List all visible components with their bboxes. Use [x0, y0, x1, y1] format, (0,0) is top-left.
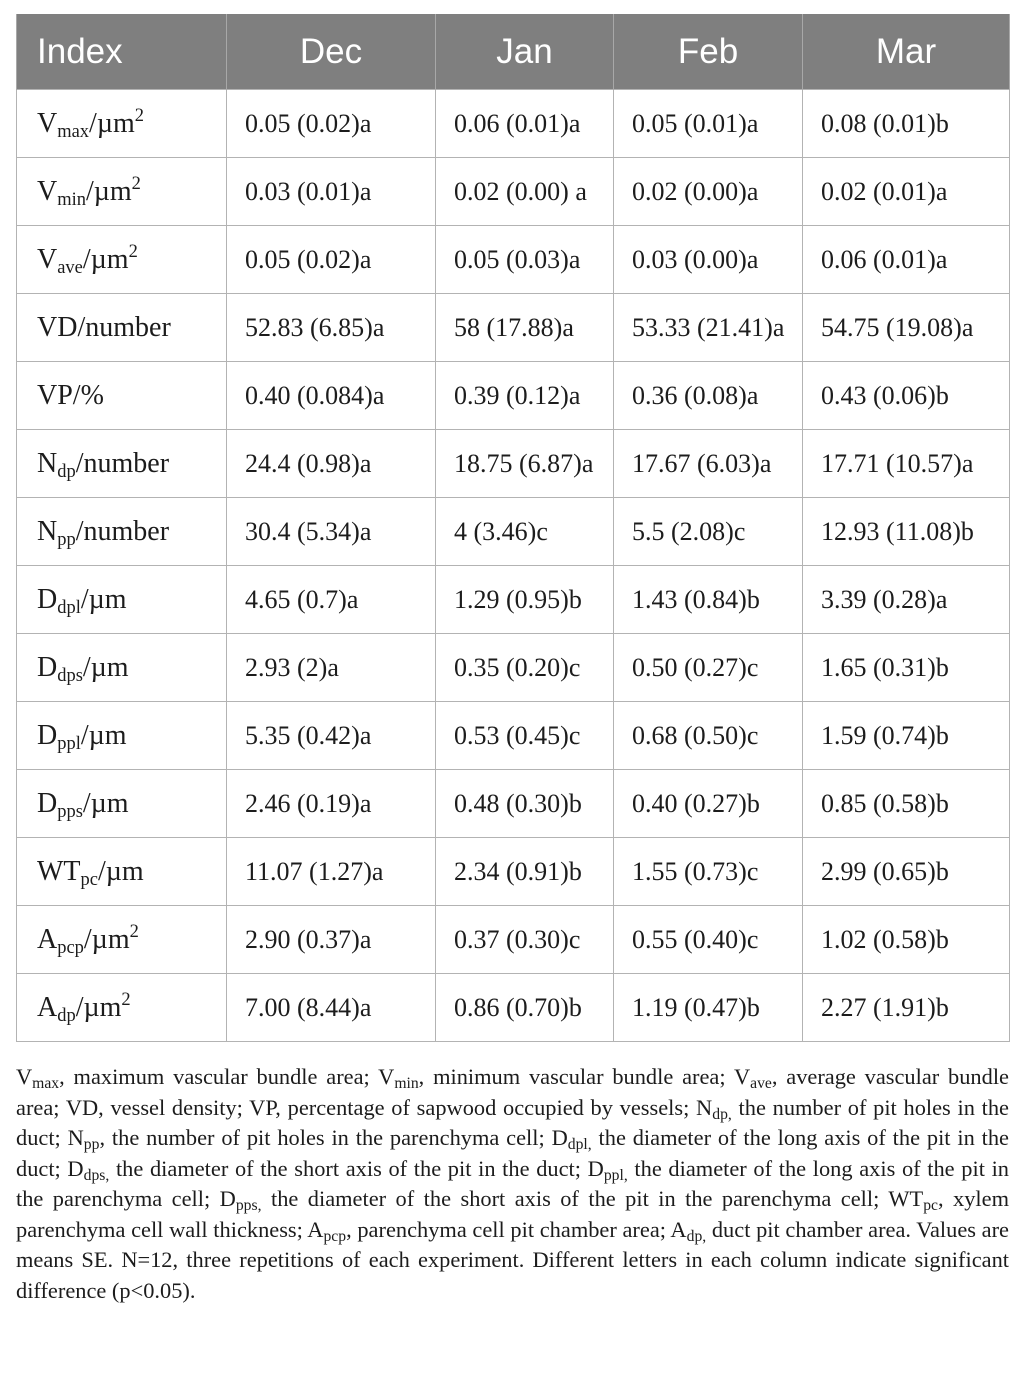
- label-base: A: [37, 923, 58, 955]
- table-cell: 1.55 (0.73)c: [614, 838, 803, 906]
- table-cell: 18.75 (6.87)a: [436, 430, 614, 498]
- footnote-text: , average vascular bundle area; VD, vessel density; VP, percentage of sapwood occupied by vessels; N: [16, 1064, 1009, 1120]
- table-cell: 0.85 (0.58)b: [803, 770, 1010, 838]
- table-cell: 17.67 (6.03)a: [614, 430, 803, 498]
- table-cell: 0.02 (0.01)a: [803, 158, 1010, 226]
- data-table-container: [16, 14, 1009, 1042]
- table-cell: 0.53 (0.45)c: [436, 702, 614, 770]
- table-cell: 1.59 (0.74)b: [803, 702, 1010, 770]
- label-sub: pp: [57, 528, 76, 549]
- row-index-label: [17, 90, 227, 158]
- table-row: [17, 702, 1010, 770]
- label-sub: max: [57, 120, 90, 141]
- table-row: [17, 294, 1010, 362]
- label-base: VD: [37, 311, 78, 343]
- footnote-subscript: dps,: [83, 1166, 110, 1184]
- label-sub: pcp: [57, 936, 84, 957]
- footnote-text: , maximum vascular bundle area; V: [59, 1064, 395, 1089]
- label-sup: 2: [121, 988, 131, 1009]
- table-cell: 53.33 (21.41)a: [614, 294, 803, 362]
- table-body: [17, 90, 1010, 1042]
- row-index-label: [17, 498, 227, 566]
- label-unit: /µm: [89, 107, 135, 139]
- label-sub: dpl: [57, 596, 81, 617]
- table-cell: 1.19 (0.47)b: [614, 974, 803, 1042]
- table-cell: 0.06 (0.01)a: [436, 90, 614, 158]
- table-cell: 0.40 (0.27)b: [614, 770, 803, 838]
- label-base: VP: [37, 379, 73, 411]
- label-base: D: [37, 651, 58, 683]
- row-index-label: [17, 838, 227, 906]
- footnote-subscript: max: [32, 1074, 60, 1092]
- table-cell: 0.08 (0.01)b: [803, 90, 1010, 158]
- label-base: D: [37, 787, 58, 819]
- table-row: [17, 770, 1010, 838]
- table-cell: 4 (3.46)c: [436, 498, 614, 566]
- label-sub: min: [57, 188, 86, 209]
- row-index-label: [17, 770, 227, 838]
- label-base: V: [37, 175, 58, 207]
- table-cell: 0.35 (0.20)c: [436, 634, 614, 702]
- header-feb: Feb: [614, 14, 803, 90]
- label-unit: /µm: [75, 991, 122, 1023]
- table-cell: 1.43 (0.84)b: [614, 566, 803, 634]
- table-row: [17, 906, 1010, 974]
- table-cell: 2.90 (0.37)a: [227, 906, 436, 974]
- label-sup: 2: [128, 240, 138, 261]
- footnote-subscript: ave: [750, 1074, 772, 1092]
- label-base: N: [37, 515, 58, 547]
- label-base: A: [37, 991, 58, 1023]
- label-sub: ave: [57, 256, 83, 277]
- label-sub: dp: [57, 460, 76, 481]
- label-base: V: [37, 107, 58, 139]
- label-unit: /µm: [80, 719, 127, 751]
- table-cell: 0.03 (0.01)a: [227, 158, 436, 226]
- table-row: [17, 634, 1010, 702]
- table-cell: 0.55 (0.40)c: [614, 906, 803, 974]
- row-index-label: [17, 430, 227, 498]
- table-cell: 0.05 (0.02)a: [227, 226, 436, 294]
- footnote-subscript: pcp: [323, 1227, 347, 1245]
- table-cell: 0.43 (0.06)b: [803, 362, 1010, 430]
- row-index-label: [17, 634, 227, 702]
- table-cell: 0.40 (0.084)a: [227, 362, 436, 430]
- data-table: [16, 14, 1010, 1042]
- table-cell: 0.02 (0.00)a: [614, 158, 803, 226]
- label-unit: /%: [72, 379, 104, 411]
- header-dec: Dec: [227, 14, 436, 90]
- row-index-label: [17, 702, 227, 770]
- table-footnote: [16, 1062, 1009, 1306]
- label-unit: /µm: [82, 243, 129, 275]
- header-jan: Jan: [436, 14, 614, 90]
- footnote-text: the diameter of the long axis of the pit in the parenchyma cell; D: [16, 1155, 1009, 1211]
- label-unit: /µm: [82, 651, 129, 683]
- table-cell: 4.65 (0.7)a: [227, 566, 436, 634]
- footnote-subscript: dp,: [686, 1227, 707, 1245]
- label-base: N: [37, 447, 58, 479]
- footnote-text: duct pit chamber area. Values are means SE. N=12, three repetitions of each experiment. Different letters in each column indicate significant difference (p<0.05).: [16, 1216, 1010, 1303]
- header-mar: Mar: [803, 14, 1010, 90]
- table-cell: 0.02 (0.00) a: [436, 158, 614, 226]
- footnote-subscript: pps,: [235, 1196, 262, 1214]
- row-index-label: [17, 294, 227, 362]
- footnote-text: V: [16, 1064, 33, 1089]
- table-cell: 0.05 (0.03)a: [436, 226, 614, 294]
- label-unit: /number: [75, 515, 170, 547]
- table-row: [17, 90, 1010, 158]
- footnote-text: , xylem parenchyma cell wall thickness; A: [16, 1186, 1009, 1242]
- label-base: D: [37, 583, 58, 615]
- table-cell: 7.00 (8.44)a: [227, 974, 436, 1042]
- footnote-subscript: dp,: [712, 1105, 732, 1123]
- footnote-text: , the number of pit holes in the parenchyma cell; D: [99, 1125, 568, 1150]
- table-cell: 1.02 (0.58)b: [803, 906, 1010, 974]
- label-unit: /µm: [82, 787, 129, 819]
- table-cell: 58 (17.88)a: [436, 294, 614, 362]
- table-row: [17, 158, 1010, 226]
- table-cell: 12.93 (11.08)b: [803, 498, 1010, 566]
- footnote-subscript: ppl,: [603, 1166, 628, 1184]
- table-row: [17, 566, 1010, 634]
- label-sup: 2: [131, 172, 141, 193]
- table-cell: 17.71 (10.57)a: [803, 430, 1010, 498]
- label-sub: pc: [80, 868, 98, 889]
- row-index-label: [17, 566, 227, 634]
- table-row: [17, 430, 1010, 498]
- label-sub: ppl: [57, 732, 81, 753]
- row-index-label: [17, 226, 227, 294]
- footnote-subscript: min: [394, 1074, 419, 1092]
- footnote-subscript: pc: [923, 1196, 938, 1214]
- label-unit: /µm: [83, 923, 130, 955]
- table-cell: 0.39 (0.12)a: [436, 362, 614, 430]
- label-sub: pps: [57, 800, 83, 821]
- table-cell: 0.68 (0.50)c: [614, 702, 803, 770]
- table-cell: 2.27 (1.91)b: [803, 974, 1010, 1042]
- table-row: [17, 838, 1010, 906]
- label-unit: /µm: [85, 175, 132, 207]
- table-cell: 0.03 (0.00)a: [614, 226, 803, 294]
- table-row: [17, 226, 1010, 294]
- label-unit: /number: [77, 311, 171, 343]
- footnote-text: , minimum vascular bundle area; V: [418, 1064, 751, 1089]
- header-index: Index: [17, 14, 227, 90]
- table-cell: 30.4 (5.34)a: [227, 498, 436, 566]
- label-sub: dps: [57, 664, 83, 685]
- footnote-text: , parenchyma cell pit chamber area; A: [346, 1216, 687, 1242]
- table-header-row: [17, 14, 1010, 90]
- table-cell: 0.48 (0.30)b: [436, 770, 614, 838]
- label-sup: 2: [129, 920, 139, 941]
- table-row: [17, 498, 1010, 566]
- row-index-label: [17, 974, 227, 1042]
- table-row: [17, 362, 1010, 430]
- table-cell: 0.06 (0.01)a: [803, 226, 1010, 294]
- table-cell: 5.5 (2.08)c: [614, 498, 803, 566]
- table-cell: 2.93 (2)a: [227, 634, 436, 702]
- table-cell: 0.05 (0.02)a: [227, 90, 436, 158]
- table-cell: 54.75 (19.08)a: [803, 294, 1010, 362]
- label-base: D: [37, 719, 58, 751]
- footnote-text: the diameter of the long axis of the pit in the duct; D: [16, 1125, 1009, 1181]
- label-unit: /number: [75, 447, 170, 479]
- label-base: V: [37, 243, 58, 275]
- table-cell: 11.07 (1.27)a: [227, 838, 436, 906]
- footnote-subscript: pp: [83, 1135, 100, 1153]
- table-cell: 5.35 (0.42)a: [227, 702, 436, 770]
- table-cell: 2.46 (0.19)a: [227, 770, 436, 838]
- row-index-label: [17, 158, 227, 226]
- footnote-subscript: dpl,: [567, 1135, 592, 1153]
- table-cell: 2.34 (0.91)b: [436, 838, 614, 906]
- table-cell: 24.4 (0.98)a: [227, 430, 436, 498]
- table-cell: 3.39 (0.28)a: [803, 566, 1010, 634]
- table-cell: 2.99 (0.65)b: [803, 838, 1010, 906]
- table-row: [17, 974, 1010, 1042]
- row-index-label: [17, 362, 227, 430]
- table-cell: 0.37 (0.30)c: [436, 906, 614, 974]
- footnote-text: the number of pit holes in the duct; N: [16, 1094, 1009, 1150]
- table-cell: 0.86 (0.70)b: [436, 974, 614, 1042]
- label-unit: /µm: [80, 583, 127, 615]
- footnote-text: the diameter of the short axis of the pit in the parenchyma cell; WT: [261, 1186, 924, 1211]
- table-cell: 0.36 (0.08)a: [614, 362, 803, 430]
- row-index-label: [17, 906, 227, 974]
- table-cell: 1.29 (0.95)b: [436, 566, 614, 634]
- table-cell: 0.05 (0.01)a: [614, 90, 803, 158]
- table-cell: 1.65 (0.31)b: [803, 634, 1010, 702]
- label-sup: 2: [134, 104, 144, 125]
- label-sub: dp: [57, 1004, 76, 1025]
- label-base: WT: [37, 855, 81, 887]
- footnote-text: the diameter of the short axis of the pit in the duct; D: [109, 1155, 604, 1181]
- label-unit: /µm: [97, 855, 144, 887]
- table-cell: 0.50 (0.27)c: [614, 634, 803, 702]
- table-cell: 52.83 (6.85)a: [227, 294, 436, 362]
